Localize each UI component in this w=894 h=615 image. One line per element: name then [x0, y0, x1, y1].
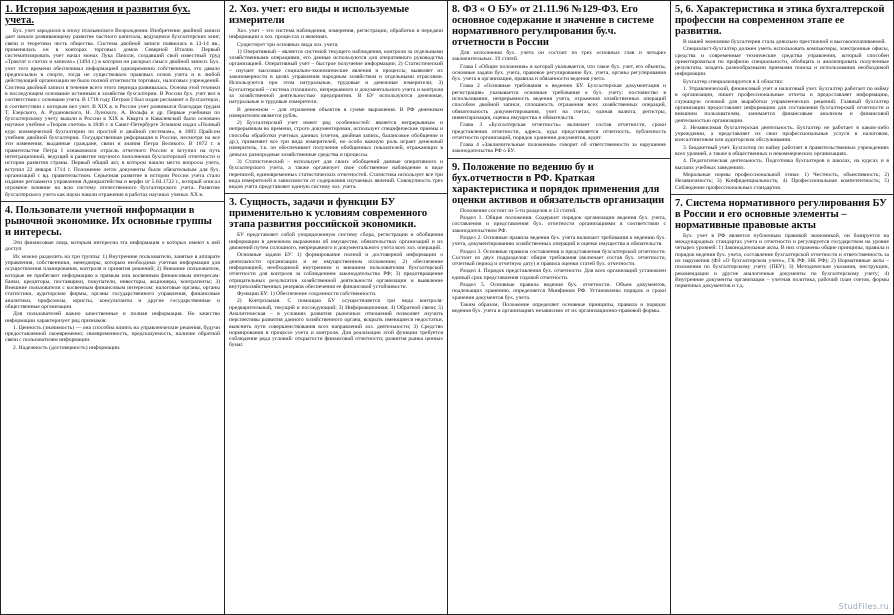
section-text: БУ представляет собой упорядоченную систему сбора, регистрации и обобщения информации в денежном выражении об имуществе, обязательствах организаций и их движений путем сплошного, непрерывного и документального учета всех хоз. операций.: [229, 232, 443, 252]
column-2: [225, 1, 448, 614]
section-text: Их можно разделить на три группы: 1) Внутренние пользователи, занятые в аппарате управления, собственники, менеджеры, которым необходима учетная информация для осуществления планирования, контроля и принятия решений; 2) Внешние пользователи, которые не прибегают информацию к прямым или косвенным финансовым интересам: банки, кредиторы, поставщики, покупатели, инвесторы, акционеры, контрагенты; 3) Внешние пользователи с косвенным финансовым интересом: налоговые органы, органы статистики, аудиторские фирмы, органы государственного управления, финансовые аналитики, профсоюзы, юристы, консультанты и другие государственные и общественные организации.: [5, 253, 220, 310]
section-text: 2. Независимая бухгалтерская деятельность. Бухгалтер не работает в каком-либо учреждении, а представляет их свои профессиональные услуги в налоговом, консалтинговом или аудиторском обслуживании.: [675, 124, 889, 144]
section-text: Моральные нормы профессиональной этики: 1) Честность, объективность; 2) Независимость; 3) Конфиденциальность; 4) Профессиональная компетентность; 5) Соблюдение профессиональных стандартов.: [675, 171, 889, 191]
section-text: Раздел 1. Общие положения. Содержит порядок организации ведения бух. учета, составления и представления бух. отчетности организациями в соответствии с законодательством РФ.: [452, 215, 666, 234]
section-text: Раздел 5. Основные правила ведения бух. отчетности. Объем документов, подлежащих хранению, определяется Минфином РФ. Установлены порядок и сроки хранения документов бух. учета.: [452, 282, 666, 301]
section-text: 2) Контрольная. С помощью БУ осуществляется три вида контроля: предварительный, текущий и последующий; 3) Информационная; 4) Обратной связи; 5) Аналитическая – в условиях развития рыночных отношений позволяет изучить перспективы развития данного хозяйственного органа, вскрыть имеющиеся недостатки, выяснить пути совершенствования всех направлений хоз. деятельности; 3) Средство нормирования в процессе учета и контроля. Для реализации этой функции требуется соблюдение ряда условий: открытости финансовой отчетности; развития рынка ценных бумаг.: [229, 298, 443, 349]
section-text: 1) Оперативный – является системой текущего наблюдения, контроля за отдельными хозяйственными операциями, его данные используются для оперативного руководства организацией. Оперативный учет – быстрое получение информации; 2) Статистический – изучает массовые социально-экономические явления и процессы, выявляет их закономерности в целях управления народным хозяйством и отдельными отраслями. Используются при этом натуральные, трудовые и денежные измерители; 3) Бухгалтерский – система сплошного, непрерывного и документального учета и контроля за хозяйственной деятельностью предприятия. В БУ используются денежные, натуральные и трудовые измерители.: [229, 48, 443, 106]
section-text: Таким образом, Положение определяет основные принципы, правила и порядок ведения бух. учета в организациях независимо от их организационно-правовой формы.: [452, 301, 666, 315]
section-heading: 9. Положение по ведению бу и бух.отчетности в РФ. Краткая характеристика и порядок применения для оценки активов и обязательств организации: [452, 161, 665, 206]
section-text: Раздел 3. Основные правила составления и представления бухгалтерской отчетности. Состоит из двух подразделов: общие требования (включает состав бух. отчетности, отчетный период и отчетную дату) и правила оценки статей бух. отчетности.: [452, 248, 666, 268]
section-text: Глава 4 «Заключительные положения» говорит об ответственности за нарушение законодательства РФ о БУ.: [452, 142, 666, 155]
section-heading: 4. Пользователи учетной информации в рыночной экономике. Их основные группы и интересы.: [5, 205, 212, 239]
section-heading: 7. Система нормативного регулирования БУ в России и его основные элементы – нормативные правовые акты: [675, 197, 887, 231]
section-text: 1. Ценность (значимость) — она способна влиять на управленческие решения, будучи предоставленной своевременно; своевременность, предсказуемость, наличие обратной связи с пользователем информации.: [5, 324, 220, 344]
section-text: 3. Бюджетный учет. Бухгалтер по найму работает в правительственных учреждениях всех уровней, а также в общественных и некоммерческих организациях.: [675, 144, 889, 158]
section-text: Бух. учет в РФ является публичным правовой экономикой, он базируется на международных стандартах учета и отчетности и регулируется государством на уровне четырех уровней: 1) Законодательные акты. В них отражены общие принципы, правила и порядок ведения бух. учета, составление бухгалтерской отчетности и ответственность за их нарушения (ФЗ «О бухгалтерском учете», ГК РФ, НК РФ); 2) Нормативные акты – положения по бухгалтерскому учету (ПБУ); 3) Методические указания, инструкции, рекомендации и другие аналогичные документы по бухгалтерскому учету; 4) Внутренние документы организации – учетная политика, рабочий план счетов, формы первичных документов и т.д.: [675, 232, 889, 290]
section-heading: 5, 6. Характеристика и этика бухгалтерской профессии на современном этапе ее развития.: [675, 4, 885, 37]
section-divider: [448, 158, 670, 159]
section-text: Бух. учет зародился в эпоху итальянского Возрождения. Изобретение двойной записи дает начало развивающему развитие частного капитала, ведущемся бухгалтерских книг, связи и теоретики честь общества. Система двойной записи появилась в 13-14 вв., применялась он в конторах торговых домов Северной Италии. Первый систематизировать учет начал монах Лука Пачоли, создавший свой известный труд «Трактат о счетах и записях» (1494 г.) в котором он раскрыл смысл двойной записи. Бух. учет того времени обеспечивал информацией одновременно собственника, это давало предпосылки в спорте, тогда не существовало правовых основ учета и в любой действующей организации не было полной отчетности торговых, налоговых учреждений. Система двойной записи в течение всего этого периода развивалась. Основа этой техники в последующем основание истинным в хозяйстве бухгалтерии. В России бух. учет вел в соответствии с основами учета. В 1718 году Петром I был издан регламент о бухгалтерах, в соответствии с которым вел учет. В XIX в. в России учет развивался благодаря трудам Т. Езерского, А. Рудановского, Н. Лунского, А. Вольфа и др. Первые учебники по бухгалтерскому учету вышли в России в XIX в. Кварта и Кавалевский было основано научное учебное «Теория счетов» в 1846 г. в Санкт-Петербурге Эсманом издал «Полный курс коммерческой бухгалтерии по простой и двойной системам», в 1883 Прайсом учебник двойной бухгалтерии. Государственная реформация в России, несмотря на все эти изменения, выданные граждане, связи и знания Петра Великого. В 1872 г. в правительстве Петра I ознакомился отрасль отчетного России и вступил на путь интеграционной, ведущий в развитие научного пополнения бухгалтерской отчетности и истории развития страны. Первый общий акт, в котором нашли место вопросы учета, вступил 22 января 1714 г. Положение легло документы были обязательным для бух. организаций с вд. правительством. Серьезная развитие в истории России учета стало издание регламента управления Адмиралтейства и верфи от 5.04.1722 г., который описал огромное влияние на всю систему отечественного бухгалтерского учета. Развитие бухгалтерского учета как науки нашли отражение в работах научных ученых XX в.: [5, 28, 220, 198]
section-divider: [225, 193, 447, 194]
section-text: Хоз. учет – это система наблюдения, измерения, регистрации, обработки и передачи информации о хоз. процессах и явлениях.: [229, 28, 443, 41]
column-4: [671, 1, 893, 614]
section-text: Существует три основных вида хоз. учета:: [237, 41, 339, 48]
section-text: 1. Управленческий, финансовый учет и налоговый учет. Бухгалтер работает по найму в организации, пишет профессиональные отчеты и предоставляет информацию, служащую основой для выработки управленческих решений. Главный бухгалтер организации предоставляет информацию для составления бухгалтерской отчетности и внешним пользователям, занимается финансовым анализом и финансовой деятельностью организации.: [675, 86, 889, 124]
section-text: Основные задачи БУ: 1) формирование полной и достоверной информации о деятельности организации и ее имущественном положении; 2) обеспечение информацией, необходимой внутренним и внешним пользователям бухгалтерской отчетности для контроля за соблюдением законодательства РФ; 3) предотвращение отрицательных результатов хозяйственной деятельности организации и выявление внутрихозяйственных резервов обеспечения ее финансовой устойчивости.: [229, 252, 443, 290]
section-divider: [671, 194, 893, 195]
section-heading: 2. Хоз. учет: его виды и используемые измерители: [229, 4, 410, 26]
section-text: Глава 2 «Основные требования к ведению БУ. Бухгалтерская документация и регистрация» указывается основные требования к бух. учету: постоянство в использовании, непрерывность ведения учета, отражения хозяйственных операций способом двойной записи, сплошность отражения всех хозяйственных операций, обязательность документирования, учет на счетах, единая валюта, регистры, инвентаризация, оценка имущества и обязательств.: [452, 83, 666, 121]
section-text: Положение состоит из 5-ти разделов и 13 статей.: [460, 207, 577, 214]
watermark: StudFiles.ru: [838, 602, 889, 611]
section-text: Раздел 2. Основные правила ведения бух. учета включает требования к ведению бух. учета, документированию хозяйственных операций и оценке имущества и обязательств.: [452, 234, 666, 248]
section-text: Раздел 4. Порядок представления бух. отчетности. Для всех организаций установлен единый срок представления годовой отчетности.: [452, 268, 666, 281]
section-heading: 8. ФЗ « О БУ» от 21.11.96 №129-ФЗ. Его основное содержание и значение в системе нормативного регулирования бу.ч. отчетности в России: [452, 4, 654, 48]
section-text: В денежном – для отражения объектов в сумме выражения. В РФ денежным измерителем является рубль.: [229, 106, 443, 119]
section-text: Эти финансовые лица, которым интересна эта информация о которых имеют к ней доступ.: [5, 240, 220, 253]
section-text: Глава I «Общие положения» в которой указывается, что такое бух. учет, его объекты, основные задачи бух. учета, правовое регулирование бух. учета, органы регулирования бух. учета в организации, правила и обязанности ведения учета.: [452, 63, 666, 83]
section-text: Для пользователей важно качественные и полная информация. Но качество информации характеризует ряд признаков:: [5, 311, 220, 324]
column-1: [1, 1, 225, 614]
section-text: 2) Бухгалтерский учет имеет ряд особенностей: является непрерывным и непрерывным во времени, строго документирован, использует специфические приемы и способы обработки учетных данных (счетов, двойная запись, балансовое обобщение и др.), применяет все три вида измерителей, но особо важную роль играет денежный измеритель, т.к. он обеспечивает получение обобщенных показателей, отражающих в деньгах разнородные хозяйственные средства и процессы.: [229, 120, 443, 158]
section-text: 3) Статистический – использует для своих обобщений данные оперативного и бухгалтерского учета, а также организует свое собственное наблюдение в виде переписей, единовременных статистических отчетностей. Статистика использует все три вида измерителей и зависимости от содержания изучаемых явлений. Совокупность трех видов учета представляет единую систему хоз. учета.: [229, 158, 443, 191]
section-text: Специалист-бухгалтер должен уметь использовать компьютеры, электронные офисы, средства и современные технические средства управления, который способен ориентироваться по профилю специальности, обобщать и анализировать полученные результаты, владеть разнообразными приемами поиска и использования необходимой информации.: [675, 46, 889, 78]
section-text: Глава 3 «Бухгалтерская отчетность» включает состав отчетности, сроки представления отчетности, адреса, куда представляется отчетность, публичность отчетности организаций, порядок хранения документов, аудит.: [452, 122, 666, 141]
section-text: В нашей экономике бухгалтерия стала довольно престижной и высокооплачиваемой.: [683, 39, 886, 45]
section-text: Бухгалтер специализируется в 4 областях:: [683, 78, 784, 85]
section-text: 4. Педагогическая деятельность. Подготовка бухгалтеров в школах, на курсах и в высших учебных заведениях.: [675, 158, 889, 171]
section-heading: 3. Сущность, задачи и функции БУ применительно к условиям современного этапа развития российской экономики.: [229, 197, 428, 231]
section-text: Функции БУ: 1) Обеспечение сохранности собственности.: [237, 291, 377, 298]
section-heading: 1. История зарождения и развития бух. учета.: [5, 4, 191, 26]
section-text: 2. Надежность (достоверность) информации.: [13, 344, 121, 351]
section-divider: [1, 201, 224, 202]
section-text: Для исполнения бух. учета он состоит из трех основных глав и четырех заключительных. 19 статей.: [452, 50, 666, 63]
column-3: [448, 1, 671, 614]
